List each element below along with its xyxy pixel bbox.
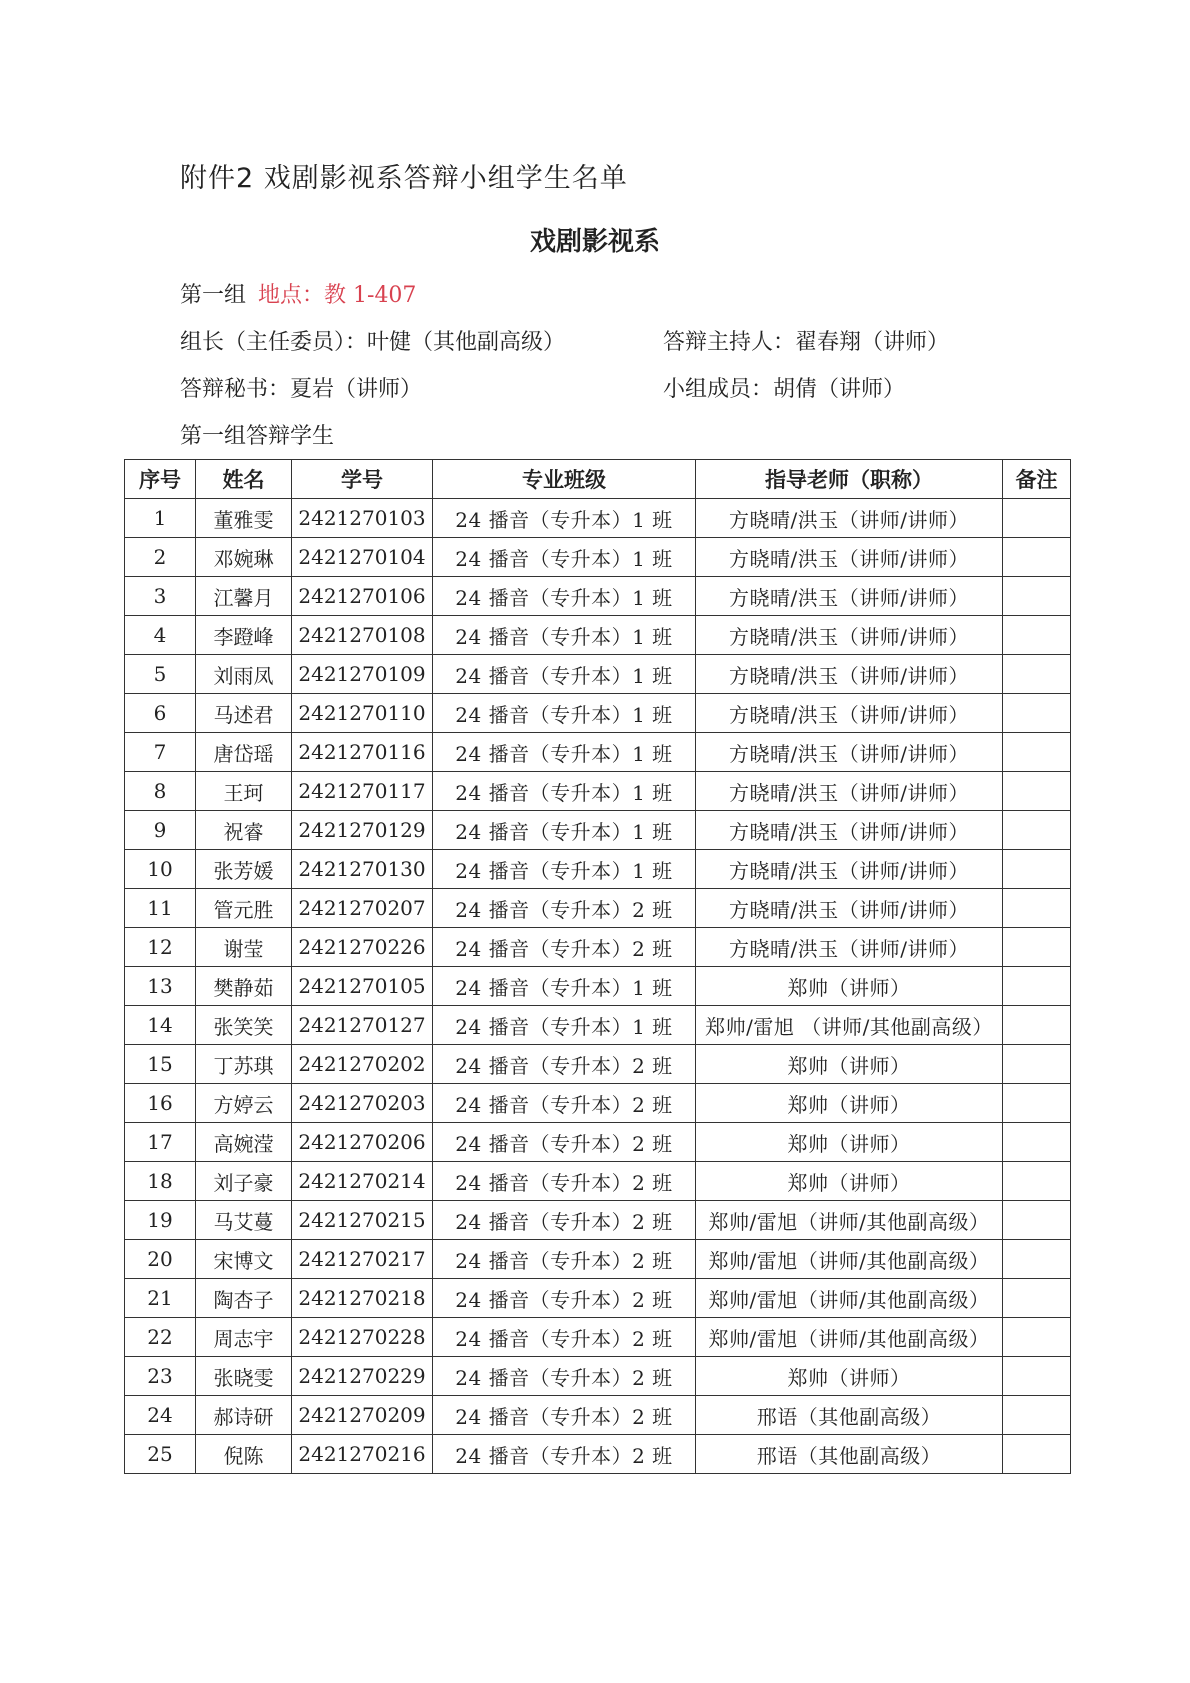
defense-host: 答辩主持人：翟春翔（讲师） (663, 330, 950, 355)
advisor: 郑帅（讲师） (696, 1084, 1003, 1123)
table-row (125, 967, 1071, 1006)
table-row (125, 1435, 1071, 1474)
row-index: 11 (125, 889, 196, 928)
row-index: 5 (125, 655, 196, 694)
row-index: 13 (125, 967, 196, 1006)
student-id: 2421270202 (292, 1045, 433, 1084)
table-row (125, 1357, 1071, 1396)
header-class: 专业班级 (433, 460, 696, 499)
remarks (1003, 499, 1071, 538)
table-row (125, 499, 1071, 538)
student-name: 张笑笑 (196, 1006, 292, 1045)
student-name: 宋博文 (196, 1240, 292, 1279)
advisor: 方晓晴/洪玉（讲师/讲师） (696, 538, 1003, 577)
advisor: 郑帅/雷旭（讲师/其他副高级） (696, 1201, 1003, 1240)
remarks (1003, 1279, 1071, 1318)
row-index: 15 (125, 1045, 196, 1084)
student-id: 2421270203 (292, 1084, 433, 1123)
header-index: 序号 (125, 460, 196, 499)
row-index: 21 (125, 1279, 196, 1318)
student-name: 管元胜 (196, 889, 292, 928)
table-row (125, 538, 1071, 577)
row-index: 8 (125, 772, 196, 811)
remarks (1003, 577, 1071, 616)
remarks (1003, 1357, 1071, 1396)
group-member: 小组成员：胡倩（讲师） (663, 377, 906, 402)
student-id: 2421270216 (292, 1435, 433, 1474)
table-row (125, 655, 1071, 694)
student-name: 张晓雯 (196, 1357, 292, 1396)
header-name: 姓名 (196, 460, 292, 499)
class-name: 24 播音（专升本）1 班 (433, 655, 696, 694)
row-index: 24 (125, 1396, 196, 1435)
row-index: 16 (125, 1084, 196, 1123)
attachment-title: 附件2 戏剧影视系答辩小组学生名单 (180, 163, 628, 194)
student-id: 2421270130 (292, 850, 433, 889)
student-id: 2421270229 (292, 1357, 433, 1396)
student-id: 2421270106 (292, 577, 433, 616)
advisor: 郑帅/雷旭（讲师/其他副高级） (696, 1318, 1003, 1357)
students-heading: 第一组答辩学生 (180, 424, 335, 449)
class-name: 24 播音（专升本）2 班 (433, 889, 696, 928)
remarks (1003, 1318, 1071, 1357)
department-title: 戏剧影视系 (529, 227, 660, 257)
header-remarks: 备注 (1003, 460, 1071, 499)
table-header-row (125, 460, 1071, 499)
student-name: 周志宇 (196, 1318, 292, 1357)
remarks (1003, 811, 1071, 850)
remarks (1003, 1240, 1071, 1279)
student-id: 2421270226 (292, 928, 433, 967)
class-name: 24 播音（专升本）2 班 (433, 928, 696, 967)
table-row (125, 1201, 1071, 1240)
advisor: 郑帅/雷旭 （讲师/其他副高级） (696, 1006, 1003, 1045)
advisor: 郑帅（讲师） (696, 1357, 1003, 1396)
table-row (125, 1162, 1071, 1201)
table-row (125, 1006, 1071, 1045)
student-id: 2421270207 (292, 889, 433, 928)
row-index: 2 (125, 538, 196, 577)
student-name: 祝睿 (196, 811, 292, 850)
advisor: 郑帅（讲师） (696, 1045, 1003, 1084)
class-name: 24 播音（专升本）2 班 (433, 1084, 696, 1123)
row-index: 3 (125, 577, 196, 616)
header-student-id: 学号 (292, 460, 433, 499)
student-name: 张芳媛 (196, 850, 292, 889)
table-row (125, 1123, 1071, 1162)
student-name: 江馨月 (196, 577, 292, 616)
student-id: 2421270127 (292, 1006, 433, 1045)
advisor: 方晓晴/洪玉（讲师/讲师） (696, 772, 1003, 811)
row-index: 23 (125, 1357, 196, 1396)
student-id: 2421270217 (292, 1240, 433, 1279)
header-advisor: 指导老师（职称） (696, 460, 1003, 499)
class-name: 24 播音（专升本）2 班 (433, 1279, 696, 1318)
remarks (1003, 1201, 1071, 1240)
row-index: 1 (125, 499, 196, 538)
remarks (1003, 928, 1071, 967)
class-name: 24 播音（专升本）2 班 (433, 1318, 696, 1357)
class-name: 24 播音（专升本）2 班 (433, 1357, 696, 1396)
class-name: 24 播音（专升本）2 班 (433, 1045, 696, 1084)
remarks (1003, 1435, 1071, 1474)
remarks (1003, 1396, 1071, 1435)
advisor: 郑帅/雷旭（讲师/其他副高级） (696, 1279, 1003, 1318)
table-row (125, 1279, 1071, 1318)
remarks (1003, 889, 1071, 928)
group-line (180, 278, 416, 309)
row-index: 20 (125, 1240, 196, 1279)
class-name: 24 播音（专升本）1 班 (433, 694, 696, 733)
remarks (1003, 1045, 1071, 1084)
table-row (125, 1240, 1071, 1279)
advisor: 郑帅（讲师） (696, 1123, 1003, 1162)
student-name: 郝诗研 (196, 1396, 292, 1435)
student-name: 刘雨凤 (196, 655, 292, 694)
student-id: 2421270110 (292, 694, 433, 733)
table-row (125, 616, 1071, 655)
row-index: 25 (125, 1435, 196, 1474)
table-row (125, 1084, 1071, 1123)
row-index: 9 (125, 811, 196, 850)
student-name: 唐岱瑶 (196, 733, 292, 772)
table-row (125, 577, 1071, 616)
table-row (125, 889, 1071, 928)
student-name: 高婉滢 (196, 1123, 292, 1162)
student-id: 2421270104 (292, 538, 433, 577)
advisor: 方晓晴/洪玉（讲师/讲师） (696, 850, 1003, 889)
remarks (1003, 850, 1071, 889)
student-id: 2421270108 (292, 616, 433, 655)
class-name: 24 播音（专升本）1 班 (433, 967, 696, 1006)
student-id: 2421270228 (292, 1318, 433, 1357)
advisor: 郑帅/雷旭（讲师/其他副高级） (696, 1240, 1003, 1279)
remarks (1003, 1006, 1071, 1045)
remarks (1003, 772, 1071, 811)
remarks (1003, 655, 1071, 694)
class-name: 24 播音（专升本）2 班 (433, 1240, 696, 1279)
table-row (125, 772, 1071, 811)
remarks (1003, 967, 1071, 1006)
student-id: 2421270215 (292, 1201, 433, 1240)
row-index: 12 (125, 928, 196, 967)
advisor: 郑帅（讲师） (696, 967, 1003, 1006)
group-location: 地点：教 1-407 (258, 283, 417, 308)
row-index: 4 (125, 616, 196, 655)
class-name: 24 播音（专升本）1 班 (433, 850, 696, 889)
table-row (125, 811, 1071, 850)
student-id: 2421270218 (292, 1279, 433, 1318)
group-leader: 组长（主任委员）：叶健（其他副高级） (180, 330, 566, 355)
table-row (125, 694, 1071, 733)
row-index: 14 (125, 1006, 196, 1045)
class-name: 24 播音（专升本）1 班 (433, 577, 696, 616)
student-name: 邓婉琳 (196, 538, 292, 577)
table-row (125, 1396, 1071, 1435)
student-name: 马艾蔓 (196, 1201, 292, 1240)
row-index: 22 (125, 1318, 196, 1357)
class-name: 24 播音（专升本）2 班 (433, 1123, 696, 1162)
student-id: 2421270209 (292, 1396, 433, 1435)
student-name: 樊静茹 (196, 967, 292, 1006)
student-id: 2421270116 (292, 733, 433, 772)
advisor: 方晓晴/洪玉（讲师/讲师） (696, 811, 1003, 850)
remarks (1003, 616, 1071, 655)
remarks (1003, 733, 1071, 772)
class-name: 24 播音（专升本）1 班 (433, 499, 696, 538)
advisor: 邢语（其他副高级） (696, 1396, 1003, 1435)
student-name: 丁苏琪 (196, 1045, 292, 1084)
advisor: 方晓晴/洪玉（讲师/讲师） (696, 889, 1003, 928)
student-id: 2421270214 (292, 1162, 433, 1201)
advisor: 郑帅（讲师） (696, 1162, 1003, 1201)
student-id: 2421270129 (292, 811, 433, 850)
row-index: 7 (125, 733, 196, 772)
remarks (1003, 538, 1071, 577)
row-index: 10 (125, 850, 196, 889)
advisor: 邢语（其他副高级） (696, 1435, 1003, 1474)
student-name: 方婷云 (196, 1084, 292, 1123)
student-id: 2421270206 (292, 1123, 433, 1162)
table-row (125, 733, 1071, 772)
class-name: 24 播音（专升本）1 班 (433, 811, 696, 850)
advisor: 方晓晴/洪玉（讲师/讲师） (696, 616, 1003, 655)
remarks (1003, 694, 1071, 733)
student-name: 刘子豪 (196, 1162, 292, 1201)
table-body (125, 499, 1071, 1474)
class-name: 24 播音（专升本）2 班 (433, 1396, 696, 1435)
student-id: 2421270109 (292, 655, 433, 694)
advisor: 方晓晴/洪玉（讲师/讲师） (696, 733, 1003, 772)
class-name: 24 播音（专升本）2 班 (433, 1201, 696, 1240)
student-id: 2421270117 (292, 772, 433, 811)
remarks (1003, 1084, 1071, 1123)
table-row (125, 850, 1071, 889)
student-table (124, 459, 1071, 1474)
student-id: 2421270105 (292, 967, 433, 1006)
remarks (1003, 1123, 1071, 1162)
advisor: 方晓晴/洪玉（讲师/讲师） (696, 928, 1003, 967)
student-name: 倪陈 (196, 1435, 292, 1474)
advisor: 方晓晴/洪玉（讲师/讲师） (696, 499, 1003, 538)
table-row (125, 1318, 1071, 1357)
student-name: 董雅雯 (196, 499, 292, 538)
group-name: 第一组 (180, 283, 247, 308)
student-name: 李蹬峰 (196, 616, 292, 655)
student-name: 谢莹 (196, 928, 292, 967)
remarks (1003, 1162, 1071, 1201)
advisor: 方晓晴/洪玉（讲师/讲师） (696, 577, 1003, 616)
row-index: 6 (125, 694, 196, 733)
class-name: 24 播音（专升本）2 班 (433, 1435, 696, 1474)
class-name: 24 播音（专升本）1 班 (433, 616, 696, 655)
table-row (125, 928, 1071, 967)
class-name: 24 播音（专升本）1 班 (433, 772, 696, 811)
row-index: 18 (125, 1162, 196, 1201)
class-name: 24 播音（专升本）2 班 (433, 1162, 696, 1201)
row-index: 17 (125, 1123, 196, 1162)
student-id: 2421270103 (292, 499, 433, 538)
advisor: 方晓晴/洪玉（讲师/讲师） (696, 655, 1003, 694)
table-row (125, 1045, 1071, 1084)
advisor: 方晓晴/洪玉（讲师/讲师） (696, 694, 1003, 733)
student-name: 王珂 (196, 772, 292, 811)
defense-secretary: 答辩秘书：夏岩（讲师） (180, 377, 423, 402)
student-name: 马述君 (196, 694, 292, 733)
row-index: 19 (125, 1201, 196, 1240)
class-name: 24 播音（专升本）1 班 (433, 1006, 696, 1045)
class-name: 24 播音（专升本）1 班 (433, 538, 696, 577)
student-name: 陶杏子 (196, 1279, 292, 1318)
class-name: 24 播音（专升本）1 班 (433, 733, 696, 772)
